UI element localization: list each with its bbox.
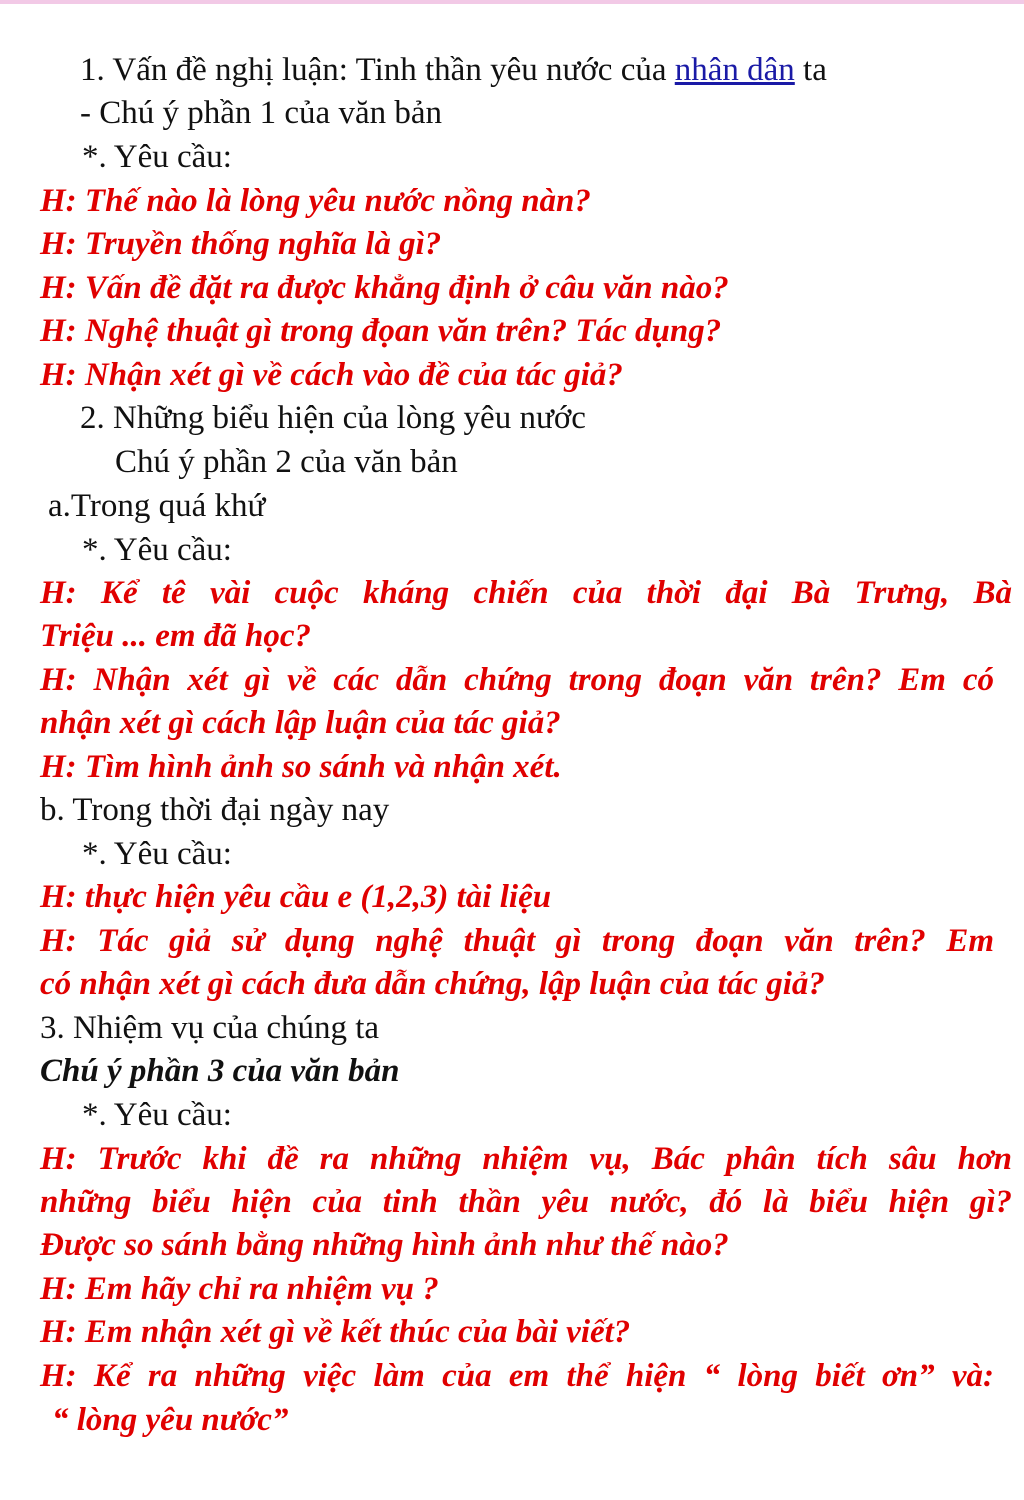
section1-request-label: *. Yêu cầu: xyxy=(82,139,232,175)
section2-question-b2-line1: H: Tác giả sử dụng nghệ thuật gì trong đoạn văn trên? Em xyxy=(40,923,994,959)
section2-sub-b-title: b. Trong thời đại ngày nay xyxy=(40,792,390,828)
section3-request-label: *. Yêu cầu: xyxy=(82,1097,232,1133)
section1-question-1: H: Thế nào là lòng yêu nước nồng nàn? xyxy=(40,183,591,219)
section2-question-b1: H: thực hiện yêu cầu e (1,2,3) tài liệu xyxy=(40,879,552,915)
section3-note: Chú ý phần 3 của văn bản xyxy=(40,1053,400,1089)
section3-question-4-line1: H: Kể ra những việc làm của em thể hiện “ lòng biết ơn” và: xyxy=(40,1358,994,1394)
section1-question-4: H: Nghệ thuật gì trong đọan văn trên? Tác dụng? xyxy=(40,313,722,349)
section1-question-2: H: Truyền thống nghĩa là gì? xyxy=(40,226,442,262)
section3-question-1-line3: Được so sánh bằng những hình ảnh như thế nào? xyxy=(40,1227,729,1263)
section3-question-1-line1: H: Trước khi đề ra những nhiệm vụ, Bác phân tích sâu hơn xyxy=(40,1141,1012,1177)
nhan-dan-link[interactable]: nhân dân xyxy=(674,52,795,88)
section2-question-a2-line1: H: Nhận xét gì về các dẫn chứng trong đoạn văn trên? Em có xyxy=(40,662,994,698)
section2-question-a1-line1: H: Kể tê vài cuộc kháng chiến của thời đại Bà Trưng, Bà xyxy=(40,575,1012,611)
section2-title: 2. Những biểu hiện của lòng yêu nước xyxy=(80,400,586,436)
section1-title xyxy=(80,48,1024,92)
section1-title-suffix: ta xyxy=(794,52,827,88)
section2-question-a3: H: Tìm hình ảnh so sánh và nhận xét. xyxy=(40,749,562,785)
section1-note: - Chú ý phần 1 của văn bản xyxy=(80,95,442,131)
section3-question-3: H: Em nhận xét gì về kết thúc của bài viết? xyxy=(40,1314,631,1350)
section1-title-prefix: 1. Vấn đề nghị luận: Tinh thần yêu nước của xyxy=(80,52,675,88)
section2-note: Chú ý phần 2 của văn bản xyxy=(115,444,458,480)
section2-request-b-label: *. Yêu cầu: xyxy=(82,836,232,872)
section3-question-4-line2: “ lòng yêu nước” xyxy=(52,1402,289,1438)
section3-question-1-line2: những biểu hiện của tinh thần yêu nước, đó là biểu hiện gì? xyxy=(40,1184,1012,1220)
section1-question-5: H: Nhận xét gì về cách vào đề của tác giả? xyxy=(40,357,623,393)
section2-request-a-label: *. Yêu cầu: xyxy=(82,532,232,568)
section2-question-a2-line2: nhận xét gì cách lập luận của tác giả? xyxy=(40,705,561,741)
section1-question-3: H: Vấn đề đặt ra được khẳng định ở câu văn nào? xyxy=(40,270,729,306)
section3-question-2: H: Em hãy chỉ ra nhiệm vụ ? xyxy=(40,1271,439,1307)
section2-question-a1-line2: Triệu ... em đã học? xyxy=(40,618,312,654)
section3-title: 3. Nhiệm vụ của chúng ta xyxy=(40,1010,380,1046)
section2-question-b2-line2: có nhận xét gì cách đưa dẫn chứng, lập luận của tác giả? xyxy=(40,966,825,1002)
section2-sub-a-title: a.Trong quá khứ xyxy=(48,488,266,524)
